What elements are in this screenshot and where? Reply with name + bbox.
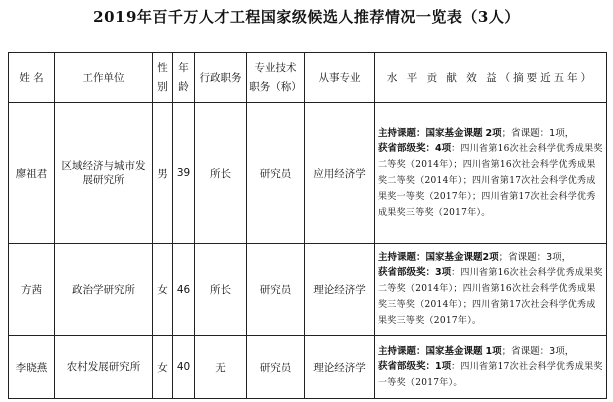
- cell-achievements: [375, 244, 607, 336]
- header-gender: [153, 53, 173, 103]
- ach-count: 2项: [482, 252, 499, 263]
- ach-provincial: ；省课题：3项，: [498, 252, 572, 263]
- cell-name: 廖祖君: [9, 103, 55, 244]
- page-title: 2019年百千万人才工程国家级候选人推荐情况一览表（3人）: [93, 8, 520, 26]
- header-gender-line2: 别: [157, 80, 168, 93]
- ach-count: 2项: [485, 127, 502, 139]
- header-title: [247, 53, 305, 103]
- ach-awards-list: ：四川省第16次社会科学优秀成果奖二等奖（2014年）；四川省第16次社会科学优秀成果奖二等奖（2014年）；四川省第17次社会科学优秀成果奖一等奖（2017年）；四川省第17次社会科学优秀成果奖三等奖（2017年）。: [378, 143, 603, 218]
- header-age: [173, 53, 195, 103]
- cell-achievements: [375, 336, 607, 399]
- header-title-line2: 职务（称）: [249, 80, 302, 93]
- cell-age: 46: [173, 244, 195, 336]
- ach-provincial: ；省课题：3项，: [501, 345, 575, 357]
- ach-lead: 主持课题：国家基金课题: [378, 127, 483, 139]
- cell-achievements: [375, 103, 607, 244]
- cell-name: 方茜: [9, 244, 55, 336]
- cell-unit: 区域经济与城市发展研究所: [55, 103, 153, 244]
- ach-lead: 主持课题：国家基金课题: [378, 252, 483, 263]
- cell-post: 无: [195, 336, 247, 399]
- table-row: [9, 244, 607, 336]
- cell-age: 39: [173, 103, 195, 244]
- cell-name: 李晓燕: [9, 336, 55, 399]
- header-name: 姓 名: [9, 53, 55, 103]
- header-gender-line1: 性: [157, 61, 168, 74]
- header-field: 从事专业: [305, 53, 375, 103]
- cell-title: 研究员: [247, 103, 305, 244]
- header-age-line2: 龄: [178, 80, 189, 93]
- ach-provincial: ；省课题：1项，: [501, 127, 575, 139]
- cell-field: 应用经济学: [305, 103, 375, 244]
- table-row: [9, 103, 607, 244]
- cell-title: 研究员: [247, 244, 305, 336]
- ach-awards-label: 获省部级奖：1项: [378, 360, 452, 372]
- cell-gender: 女: [153, 244, 173, 336]
- header-unit: 工作单位: [55, 53, 153, 103]
- ach-awards-list: ：四川省第17次社会科学优秀成果奖一等奖（2017年）。: [378, 361, 603, 388]
- ach-awards-list: ：四川省第16次社会科学优秀成果奖二等奖（2014年）；四川省第16次社会科学优秀成果奖三等奖（2014年）；四川省第17次社会科学优秀成果奖三等奖（2017年）。: [378, 268, 603, 326]
- candidates-table: [8, 52, 607, 399]
- header-post: 行政职务: [195, 53, 247, 103]
- ach-awards-label: 获省部级奖：3项: [378, 267, 452, 278]
- header-age-line1: 年: [178, 61, 189, 74]
- cell-field: 理论经济学: [305, 244, 375, 336]
- ach-awards-label: 获省部级奖：4项: [378, 142, 452, 154]
- header-achievements: 水 平 贡 献 效 益（摘要近五年）: [375, 53, 607, 103]
- ach-lead: 主持课题：国家基金课题: [378, 345, 483, 357]
- cell-post: 所长: [195, 103, 247, 244]
- cell-gender: 男: [153, 103, 173, 244]
- cell-field: 理论经济学: [305, 336, 375, 399]
- header-row: [9, 53, 607, 103]
- ach-count: 1项: [485, 345, 502, 357]
- cell-post: 所长: [195, 244, 247, 336]
- cell-unit: 农村发展研究所: [55, 336, 153, 399]
- cell-gender: 女: [153, 336, 173, 399]
- cell-title: 研究员: [247, 336, 305, 399]
- cell-unit: 政治学研究所: [55, 244, 153, 336]
- table-row: [9, 336, 607, 399]
- header-title-line1: 专业技术: [254, 61, 297, 74]
- cell-age: 40: [173, 336, 195, 399]
